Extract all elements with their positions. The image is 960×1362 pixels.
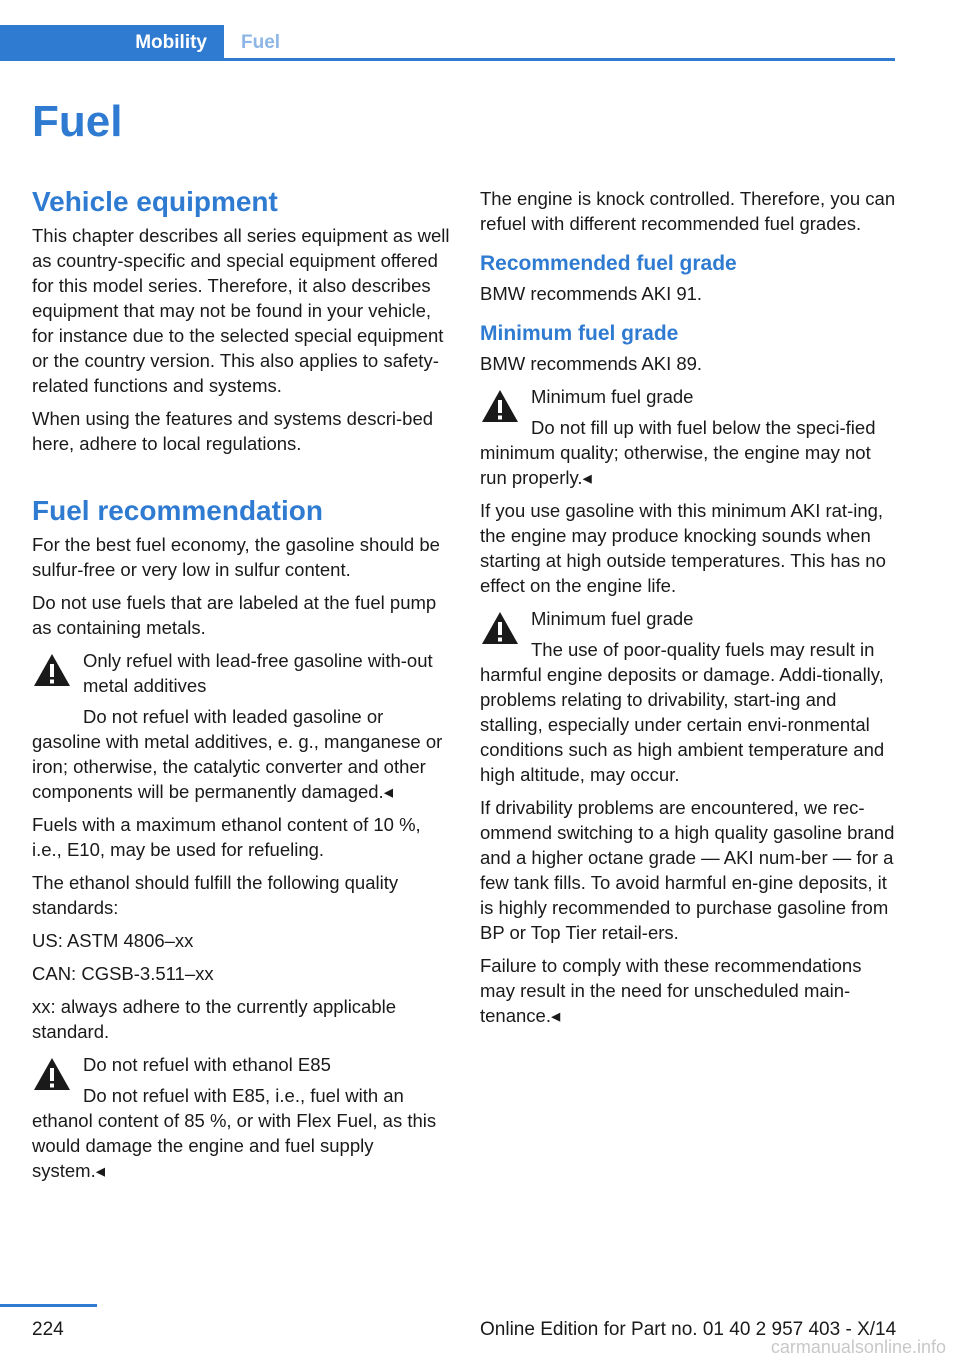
paragraph: This chapter describes all series equipment as well as country-specific and special equipment offered for this model series. Therefore, it also describes equipment that may not be found in your vehicle, for instance due to the selected special equipment or the country version. This also applies to safety-related functions and systems. [32, 225, 450, 396]
warning-title: Minimum fuel grade [531, 608, 694, 629]
tab-fuel[interactable]: Fuel [241, 32, 281, 53]
paragraph: BMW recommends AKI 91. [480, 283, 703, 304]
paragraph: US: ASTM 4806–xx [32, 930, 194, 951]
header-tab-bar [0, 25, 895, 61]
paragraph: The engine is knock controlled. Therefore, you can refuel with different recommended fuel grades. [480, 188, 896, 234]
left-column [32, 185, 450, 1191]
warning-body: Do not refuel with leaded gasoline or gasoline with metal additives, e. g., manganese or iron; otherwise, the catalytic converter and other components will be permanently damaged.◂ [32, 706, 443, 802]
warning-lead-free [32, 648, 450, 804]
paragraph: For the best fuel economy, the gasoline should be sulfur-free or very low in sulfur content. [32, 534, 440, 580]
paragraph: The ethanol should fulfill the following quality standards: [32, 872, 399, 918]
warning-title: Do not refuel with ethanol E85 [83, 1054, 331, 1075]
warning-title: Only refuel with lead-free gasoline with‐out metal additives [83, 650, 433, 696]
paragraph: CAN: CGSB-3.511–xx [32, 963, 214, 984]
warning-triangle-icon [480, 610, 520, 646]
warning-body: Do not fill up with fuel below the speci‐fied minimum quality; otherwise, the engine may not run properly.◂ [480, 417, 876, 488]
tab-mobility[interactable]: Mobility [0, 25, 224, 61]
paragraph: BMW recommends AKI 89. [480, 353, 703, 374]
warning-ethanol-e85 [32, 1052, 450, 1183]
heading-recommended-fuel-grade: Recommended fuel grade [480, 252, 737, 275]
page-number: 224 [32, 1319, 64, 1340]
warning-triangle-icon [32, 652, 72, 688]
warning-poor-quality-fuel [480, 606, 898, 787]
page-title: Fuel [32, 97, 123, 146]
paragraph: Fuels with a maximum ethanol content of 10 %, i.e., E10, may be used for refueling. [32, 814, 421, 860]
paragraph: If drivability problems are encountered, we rec‐ommend switching to a high quality gasoline brand and a higher octane grade — AKI num‐ber — for a few tank fills. To avoid harmful en‐gine deposits, it is highly recommended to purchase gasoline from BP or Top Tier retail‐ers. [480, 797, 895, 943]
warning-triangle-icon [32, 1056, 72, 1092]
watermark: carmanualsonline.info [770, 1337, 946, 1357]
edition-note: Online Edition for Part no. 01 40 2 957 403 - X/14 [480, 1319, 897, 1340]
heading-minimum-fuel-grade: Minimum fuel grade [480, 322, 679, 345]
footer-rule [0, 1304, 97, 1307]
paragraph: xx: always adhere to the currently applicable standard. [32, 996, 397, 1042]
heading-fuel-recommendation: Fuel recommendation [32, 495, 323, 526]
warning-minimum-fuel-grade [480, 384, 898, 490]
warning-body: Do not refuel with E85, i.e., fuel with an ethanol content of 85 %, or with Flex Fuel, as this would damage the engine and fuel supply system.◂ [32, 1085, 437, 1181]
warning-body: The use of poor-quality fuels may result in harmful engine deposits or damage. Addi‐tionally, problems relating to drivability, start‐ing and stalling, especially under certain envi‐ronmental conditions such as high ambient temperature and high altitude, may occur. [480, 639, 885, 785]
heading-vehicle-equipment: Vehicle equipment [32, 186, 278, 217]
header-underline [0, 58, 895, 61]
right-column [480, 186, 898, 1036]
warning-triangle-icon [480, 388, 520, 424]
paragraph: When using the features and systems descri‐bed here, adhere to local regulations. [32, 408, 434, 454]
paragraph: Failure to comply with these recommendations may result in the need for unscheduled main‐tenance.◂ [480, 955, 862, 1026]
paragraph: If you use gasoline with this minimum AKI rat‐ing, the engine may produce knocking sounds when starting at high outside temperatures. This has no effect on the engine life. [480, 500, 886, 596]
paragraph: Do not use fuels that are labeled at the fuel pump as containing metals. [32, 592, 437, 638]
warning-title: Minimum fuel grade [531, 386, 694, 407]
